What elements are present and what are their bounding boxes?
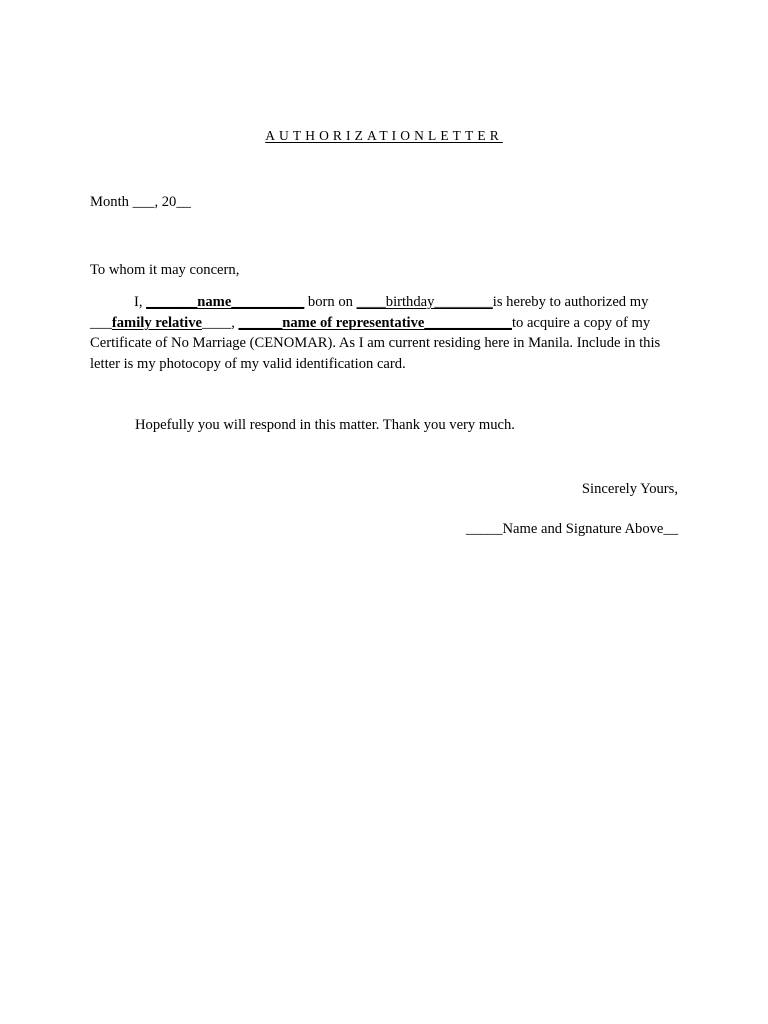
date-line: Month ___, 20__ [90, 194, 191, 210]
paragraph-text: to acquire a copy of my Certificate of No Marriage (CENOMAR). As I am current residing here in Manila. Include in this letter is my photocopy of my valid identification card. [90, 314, 661, 373]
letter-title: AUTHORIZATIONLETTER [265, 128, 503, 143]
closing-salutation: Sincerely Yours, [581, 481, 678, 497]
closing-paragraph: Hopefully you will respond in this matter. Thank you very much. [135, 417, 515, 433]
paragraph-text: I, [134, 294, 147, 310]
birthday-field: ____birthday________ [356, 294, 493, 310]
signature-line: _____Name and Signature Above__ [466, 521, 678, 537]
paragraph-text: ____, [202, 314, 239, 331]
family-relative-field: family relative [111, 314, 202, 331]
authorization-paragraph [90, 292, 678, 375]
paragraph-text: ___ [90, 314, 112, 331]
representative-name-field: ______name of representative____________ [238, 314, 512, 331]
paragraph-text: is hereby to authorized my [492, 294, 649, 310]
name-field: _______name__________ [146, 294, 305, 310]
paragraph-text: born on [304, 294, 357, 310]
paragraph-indent [90, 294, 134, 310]
salutation: To whom it may concern, [90, 262, 240, 278]
